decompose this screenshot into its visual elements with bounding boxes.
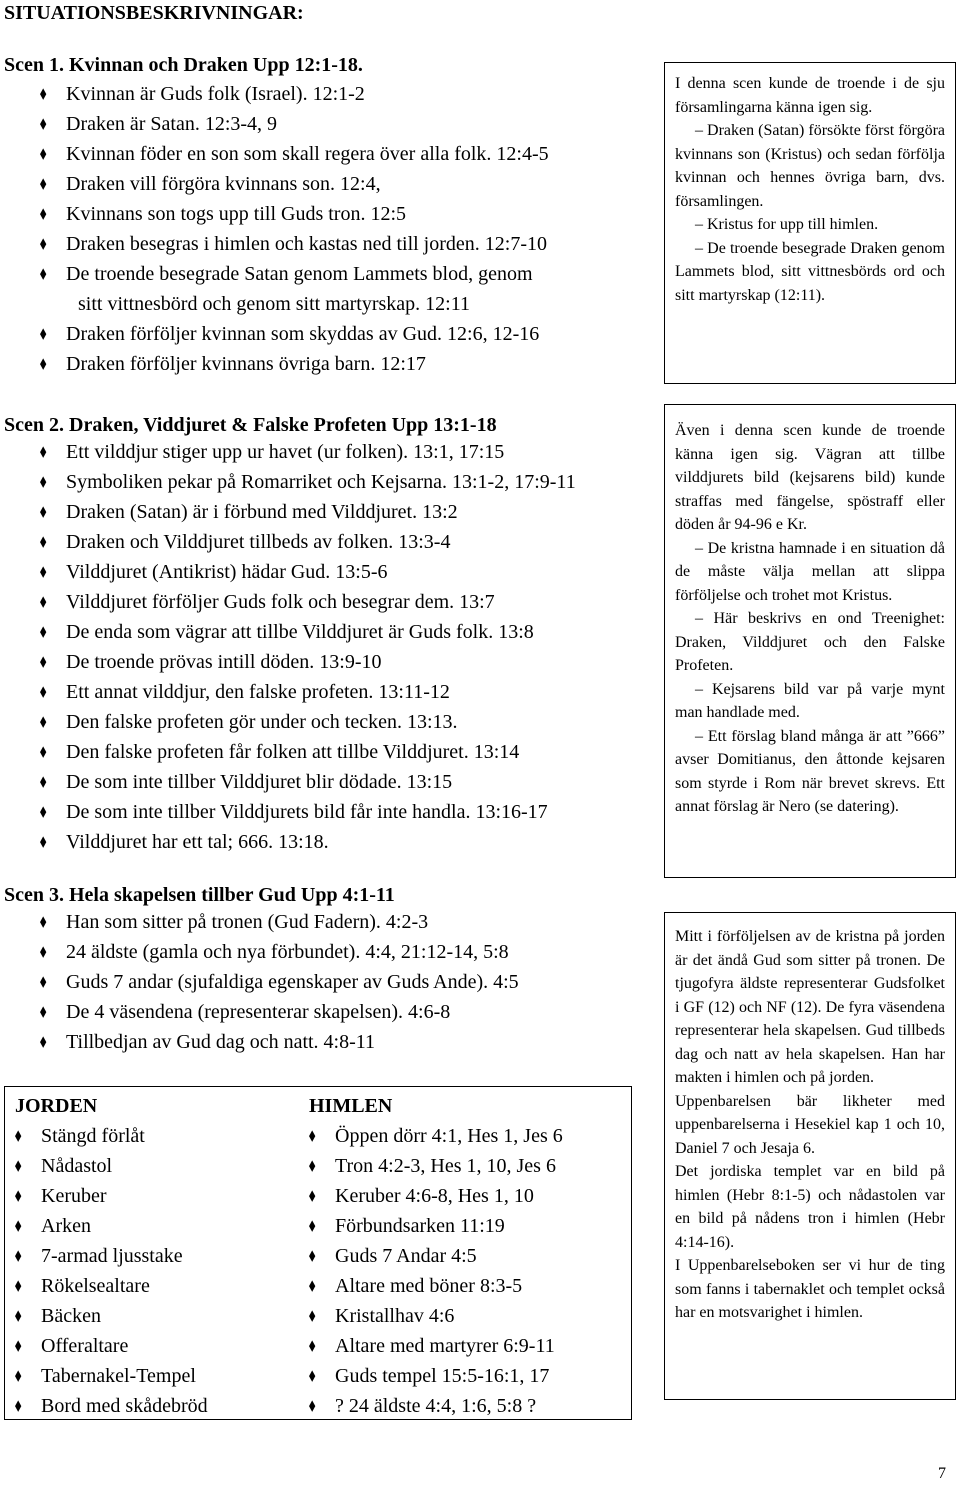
note-paragraph: Mitt i förföljelsen av de kristna på jorden är det ändå Gud som sitter på tronen. De tjugofyra äldste representerar Gudsfolket i GF (12) och NF (12). De fyra väsendena representerar hela skapelsen. Gud tillbeds dag och natt av hela skapelsen. Han har makten i himlen och på jorden.: [675, 928, 945, 1086]
scene-1: [4, 54, 549, 379]
note-paragraph: – Draken (Satan) försökte först förgöra kvinnans son (Kristus) och sedan förfölja kvinnan och hennes övriga barn, dvs. församlingen.: [675, 122, 945, 210]
note-paragraph: – De troende besegrade Draken genom Lammets blod, sitt vittnesbörds ord och sitt martyrskap (12:11).: [675, 239, 945, 304]
list-item: ◆ Keruber: [15, 1181, 208, 1211]
list-item: ◆ Kvinnans son togs upp till Guds tron. 12:5: [40, 199, 549, 229]
list-item: ◆ Den falske profeten gör under och tecken. 13:13.: [40, 707, 576, 737]
list-item: ◆ Rökelsealtare: [15, 1271, 208, 1301]
note-paragraph: – De kristna hamnade i en situation då de måste välja mellan att slippa förföljelse och trohet mot Kristus.: [675, 539, 945, 604]
list-item: ◆ Vilddjuret förföljer Guds folk och besegrar dem. 13:7: [40, 587, 576, 617]
list-item: ◆ Ett annat vilddjur, den falske profeten. 13:11-12: [40, 677, 576, 707]
note-paragraph: – Kejsarens bild var på varje mynt man handlade med.: [675, 680, 945, 721]
list-item: ◆ Han som sitter på tronen (Gud Fadern). 4:2-3: [40, 907, 519, 937]
list-item: ◆ Altare med martyrer 6:9-11: [309, 1331, 563, 1361]
list-item: ◆ ? 24 äldste 4:4, 1:6, 5:8 ?: [309, 1391, 563, 1421]
list-item: ◆ Draken är Satan. 12:3-4, 9: [40, 109, 549, 139]
list-item: ◆ Symboliken pekar på Romarriket och Kejsarna. 13:1-2, 17:9-11: [40, 467, 576, 497]
list-item: ◆ Draken (Satan) är i förbund med Vilddjuret. 13:2: [40, 497, 576, 527]
himlen-heading: HIMLEN: [309, 1095, 393, 1117]
scene-3-list: [40, 907, 519, 1057]
list-item: ◆ Draken förföljer kvinnan som skyddas av Gud. 12:6, 12-16: [40, 319, 549, 349]
list-item: ◆ De troende prövas intill döden. 13:9-10: [40, 647, 576, 677]
note-box-scene-1: [664, 62, 956, 384]
scene-1-heading: Scen 1. Kvinnan och Draken Upp 12:1-18.: [4, 54, 363, 76]
jorden-heading: JORDEN: [15, 1095, 98, 1117]
list-item: ◆ Tron 4:2-3, Hes 1, 10, Jes 6: [309, 1151, 563, 1181]
list-item: ◆ Vilddjuret (Antikrist) hädar Gud. 13:5-6: [40, 557, 576, 587]
scene-1-list: [40, 79, 549, 379]
list-item: ◆ Kristallhav 4:6: [309, 1301, 563, 1331]
list-item: ◆ Tillbedjan av Gud dag och natt. 4:8-11: [40, 1027, 519, 1057]
list-item: ◆ Draken vill förgöra kvinnans son. 12:4,: [40, 169, 549, 199]
list-item: ◆ Förbundsarken 11:19: [309, 1211, 563, 1241]
list-item: ◆ Offeraltare: [15, 1331, 208, 1361]
list-item: ◆ Guds tempel 15:5-16:1, 17: [309, 1361, 563, 1391]
list-item-text: De troende besegrade Satan genom Lammets blod, genom: [66, 263, 533, 285]
scene-2-heading: Scen 2. Draken, Viddjuret & Falske Profeten Upp 13:1-18: [4, 414, 497, 436]
list-item: ◆ Draken förföljer kvinnans övriga barn. 12:17: [40, 349, 549, 379]
list-item: ◆ Bäcken: [15, 1301, 208, 1331]
list-item: ◆ De 4 väsendena (representerar skapelsen). 4:6-8: [40, 997, 519, 1027]
jorden-list: [15, 1121, 208, 1421]
list-item: ◆ Öppen dörr 4:1, Hes 1, Jes 6: [309, 1121, 563, 1151]
himlen-column: [309, 1091, 563, 1421]
list-item: ◆ Stängd förlåt: [15, 1121, 208, 1151]
scene-2-list: [40, 437, 576, 857]
page-number: 7: [938, 1465, 946, 1482]
list-item: ◆ Vilddjuret har ett tal; 666. 13:18.: [40, 827, 576, 857]
note-paragraph: – Kristus for upp till himlen.: [695, 216, 879, 233]
list-item: ◆ Ett vilddjur stiger upp ur havet (ur folken). 13:1, 17:15: [40, 437, 576, 467]
list-item: ◆ De som inte tillber Vilddjuret blir dödade. 13:15: [40, 767, 576, 797]
list-item: ◆ De enda som vägrar att tillbe Vilddjuret är Guds folk. 13:8: [40, 617, 576, 647]
list-item: ◆ Draken besegras i himlen och kastas ned till jorden. 12:7-10: [40, 229, 549, 259]
list-item: ◆ Keruber 4:6-8, Hes 1, 10: [309, 1181, 563, 1211]
list-item: ◆ Kvinnan är Guds folk (Israel). 12:1-2: [40, 79, 549, 109]
list-item: ◆ De som inte tillber Vilddjurets bild får inte handla. 13:16-17: [40, 797, 576, 827]
note-paragraph: – Här beskrivs en ond Treenighet: Draken, Vilddjuret och den Falske Profeten.: [675, 610, 945, 674]
list-item: ◆ Bord med skådebröd: [15, 1391, 208, 1421]
list-item: ◆ Guds 7 andar (sjufaldiga egenskaper av Guds Ande). 4:5: [40, 967, 519, 997]
page-title: SITUATIONSBESKRIVNINGAR:: [4, 2, 304, 24]
list-item-continuation: sitt vittnesbörd och genom sitt martyrskap. 12:11: [78, 293, 470, 315]
note-paragraph: I Uppenbarelseboken ser vi hur de ting som fanns i tabernaklet och templet också har en motsvarighet i himlen.: [675, 1257, 945, 1321]
list-item: ◆ 7-armad ljusstake: [15, 1241, 208, 1271]
list-item: ◆ Draken och Vilddjuret tillbeds av folken. 13:3-4: [40, 527, 576, 557]
note-paragraph: Även i denna scen kunde de troende känna igen sig. Vägran att tillbe vilddjurets bild (kejsarens bild) kunde straffas med fängelse, spöstraff eller döden år 94-96 e Kr.: [675, 422, 945, 533]
comparison-table: [4, 1086, 632, 1420]
list-item: ◆ 24 äldste (gamla och nya förbundet). 4:4, 21:12-14, 5:8: [40, 937, 519, 967]
list-item: ◆ Arken: [15, 1211, 208, 1241]
note-paragraph: Det jordiska templet var en bild på himlen (Hebr 8:1-5) och nådastolen var en bild på nådens tron i himlen (Hebr 4:14-16).: [675, 1163, 945, 1251]
list-item: ◆ Altare med böner 8:3-5: [309, 1271, 563, 1301]
himlen-list: [309, 1121, 563, 1421]
list-item: ◆ Kvinnan föder en son som skall regera över alla folk. 12:4-5: [40, 139, 549, 169]
scene-3: [4, 884, 519, 1057]
list-item: ◆ Nådastol: [15, 1151, 208, 1181]
note-paragraph: I denna scen kunde de troende i de sju församlingarna känna igen sig.: [675, 75, 945, 116]
note-box-scene-2: [664, 404, 956, 878]
scene-3-heading: Scen 3. Hela skapelsen tillber Gud Upp 4:1-11: [4, 884, 395, 906]
list-item: ◆ Tabernakel-Tempel: [15, 1361, 208, 1391]
note-paragraph: Uppenbarelsen bär likheter med uppenbarelserna i Hesekiel kap 1 och 10, Daniel 7 och Jesaja 6.: [675, 1092, 945, 1157]
list-item: ◆ Den falske profeten får folken att tillbe Vilddjuret. 13:14: [40, 737, 576, 767]
note-paragraph: – Ett förslag bland många är att ”666” avser Domitianus, den åttonde kejsaren som styrde i Rom när brevet skrevs. Ett annat förslag är Nero (se datering).: [675, 727, 945, 815]
scene-2: [4, 414, 576, 857]
list-item: [40, 259, 549, 319]
jorden-column: [15, 1091, 208, 1421]
note-box-scene-3: [664, 912, 956, 1400]
list-item: ◆ Guds 7 Andar 4:5: [309, 1241, 563, 1271]
